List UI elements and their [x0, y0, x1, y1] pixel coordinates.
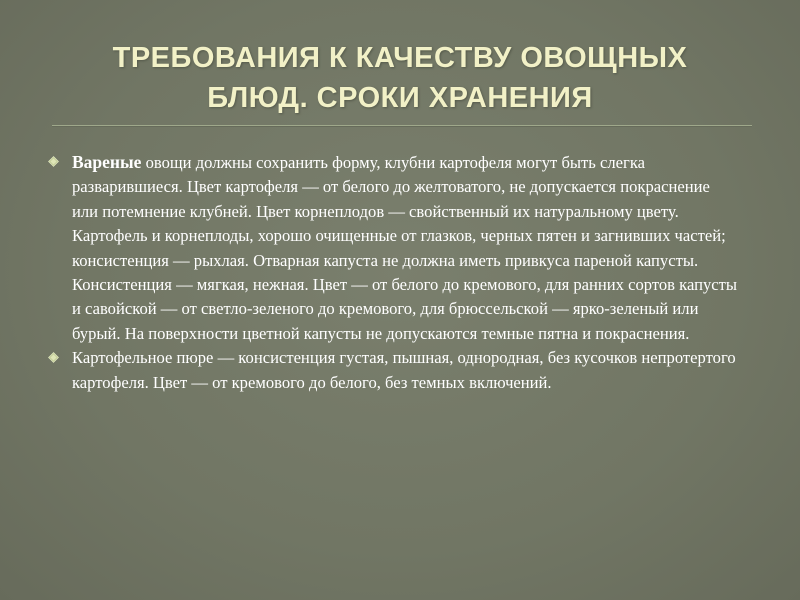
slide-title-line-1: ТРЕБОВАНИЯ К КАЧЕСТВУ ОВОЩНЫХ	[112, 42, 688, 74]
bullet-item-boiled-vegetables	[48, 150, 738, 346]
diamond-bullet-icon	[48, 156, 59, 167]
slide-title	[40, 38, 760, 118]
bullet-item-mashed-potatoes	[48, 346, 738, 395]
bullet-text: Картофельное пюре — консистенция густая, пышная, однородная, без кусочков непротертого картофеля. Цвет — от кремового до белого, без темных включений.	[72, 348, 736, 392]
slide-body	[48, 150, 738, 395]
slide-title-line-2: БЛЮД. СРОКИ ХРАНЕНИЯ	[207, 82, 593, 114]
bullet-text: овощи должны сохранить форму, клубни картофеля могут быть слегка разварившиеся. Цвет картофеля — от белого до желтоватого, не допускается покраснение или потемнение клубней. Цвет корнеплодов — свойственный их натуральному цвету. Картофель и корнеплоды, хорошо очищенные от глазков, черных пятен и загнивших частей; консистенция — рыхлая. Отварная капуста не должна иметь привкуса пареной капусты. Консистенция — мягкая, нежная. Цвет — от белого до кремового, для ранних сортов капусты и савойской — от светло-зеленого до кремового, для брюссельской — ярко-зеленый или бурый. На поверхности цветной капусты не допускаются темные пятна и покраснения.	[72, 153, 738, 343]
bullet-lead-word: Вареные	[72, 152, 142, 172]
diamond-bullet-icon	[48, 352, 59, 363]
title-divider	[52, 125, 752, 127]
